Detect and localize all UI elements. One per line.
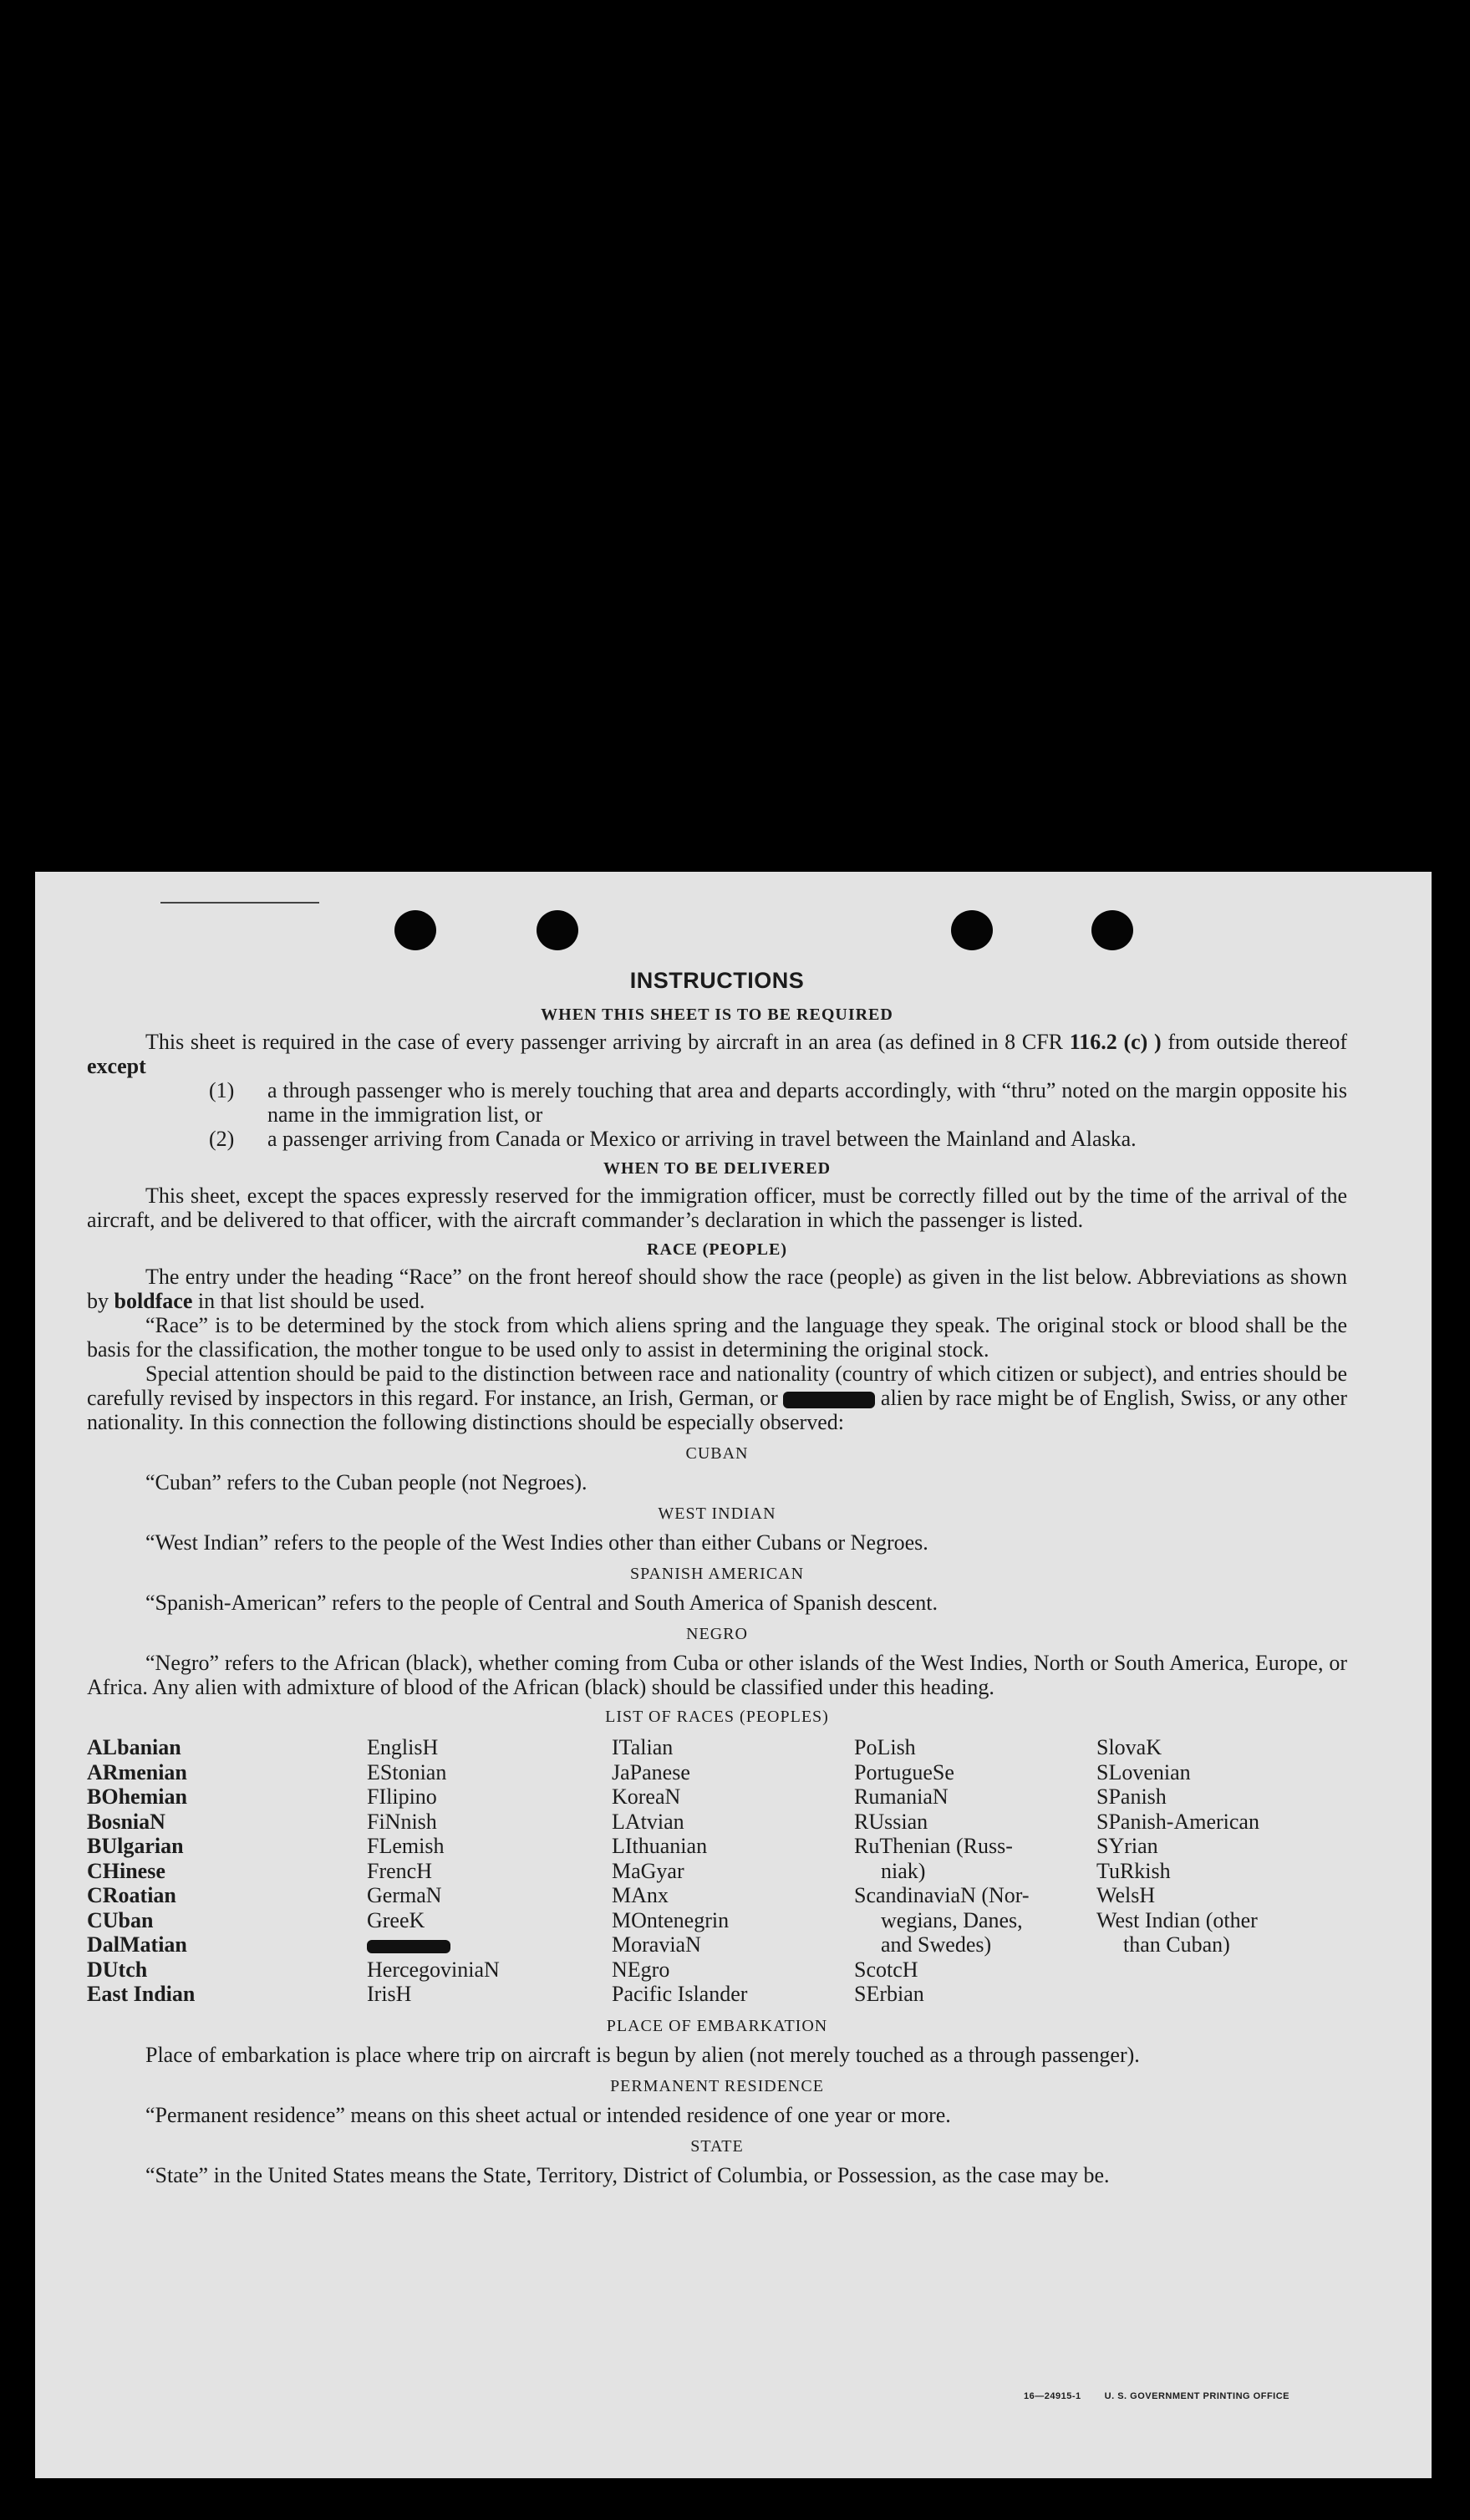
race-entry: EnglisH xyxy=(367,1735,439,1759)
race-entry: SPanish-American xyxy=(1096,1809,1259,1834)
race-entry: FrencH xyxy=(367,1858,432,1883)
race-entry: PoLish xyxy=(854,1735,916,1759)
race-entry-continued: and Swedes) xyxy=(881,1932,992,1957)
page-title: INSTRUCTIONS xyxy=(629,968,805,993)
punch-hole xyxy=(951,910,993,950)
race-entry: HercegoviniaN xyxy=(367,1957,500,1982)
race-entry-redacted xyxy=(367,1932,612,1957)
race-entry: FIlipino xyxy=(367,1784,437,1809)
race-entry: GreeK xyxy=(367,1907,425,1932)
races-column xyxy=(87,1735,367,2007)
race-entry: KoreaN xyxy=(612,1784,681,1809)
cuban-text: “Cuban” refers to the Cuban people (not Negroes). xyxy=(145,1470,587,1494)
race-entry: RUssian xyxy=(854,1809,928,1834)
heading-embarkation: PLACE OF EMBARKATION xyxy=(606,2016,828,2035)
race-entry: DalMatian xyxy=(87,1932,187,1957)
heading-west-indian: WEST INDIAN xyxy=(658,1504,776,1523)
exception-item: (2) a passenger arriving from Canada or Mexico or arriving in travel between the Mainland and Alaska. xyxy=(209,1127,1137,1151)
race-entry: ARmenian xyxy=(87,1759,187,1784)
form-number: 16—24915-1 xyxy=(1024,2391,1081,2401)
race-entry: East Indian xyxy=(87,1982,196,2006)
race-entry: JaPanese xyxy=(612,1759,690,1784)
races-list xyxy=(87,1735,1347,2007)
race-entry: West Indian (other xyxy=(1096,1907,1258,1932)
printer-imprint xyxy=(1024,2391,1289,2401)
race-entry-continued: wegians, Danes, xyxy=(881,1907,1023,1932)
punch-hole xyxy=(394,910,436,950)
race-entry: FLemish xyxy=(367,1834,445,1858)
heading-spanish-american: SPANISH AMERICAN xyxy=(629,1565,805,1583)
race-entry-continued: niak) xyxy=(881,1858,926,1883)
negro-text: “Negro” refers to the African (black), whether coming from Cuba or other islands of the West Indies, North or South America, Europe, or Africa. Any alien with admixture of blood of the African (black) should be classified under this heading. xyxy=(87,1651,1347,1699)
printer-name: U. S. GOVERNMENT PRINTING OFFICE xyxy=(1104,2391,1289,2401)
race-entry: Pacific Islander xyxy=(612,1982,748,2006)
race-entry: MOntenegrin xyxy=(612,1907,730,1932)
race-entry: GermaN xyxy=(367,1883,442,1907)
race-entry: ALbanian xyxy=(87,1735,181,1759)
race-entry: ScotcH xyxy=(854,1957,918,1982)
exception-item: (1) a through passenger who is merely touching that area and departs accordingly, with “thru” noted on the margin opposite his name in the immigration list, or xyxy=(209,1078,1347,1127)
race-entry: SPanish xyxy=(1096,1784,1167,1809)
race-entry: SLovenian xyxy=(1096,1759,1191,1784)
race-entry: CRoatian xyxy=(87,1883,176,1907)
race-entry: ScandinaviaN (Nor- xyxy=(854,1883,1030,1907)
race-entry: LIthuanian xyxy=(612,1834,708,1858)
race-entry: CHinese xyxy=(87,1858,165,1883)
race-entry: PortugueSe xyxy=(854,1759,954,1784)
races-column xyxy=(367,1735,612,2007)
race-entry: ITalian xyxy=(612,1735,674,1759)
heading-cuban: CUBAN xyxy=(685,1444,749,1463)
residence-text: “Permanent residence” means on this sheet actual or intended residence of one year or more. xyxy=(145,2102,951,2127)
races-column xyxy=(1096,1735,1347,2007)
state-text: “State” in the United States means the State, Territory, District of Columbia, or Possession, as the case may be. xyxy=(145,2162,1110,2187)
instruction-sheet xyxy=(35,872,1432,2478)
race-entry: BUlgarian xyxy=(87,1834,184,1858)
race-entry: WelsH xyxy=(1096,1883,1156,1907)
race-entry: SErbian xyxy=(854,1982,924,2006)
heading-list-of-races: LIST OF RACES (PEOPLES) xyxy=(605,1708,829,1726)
race-entry: CUban xyxy=(87,1907,154,1932)
heading-negro: NEGRO xyxy=(686,1625,748,1643)
race-entry: RuThenian (Russ- xyxy=(854,1834,1013,1858)
heading-state: STATE xyxy=(690,2136,744,2156)
heading-permanent-residence: PERMANENT RESIDENCE xyxy=(610,2076,824,2095)
race-paragraph-1: The entry under the heading “Race” on the front hereof should show the race (people) as given in the list below. Abbreviations as shown by boldface in that list should be used. xyxy=(87,1265,1347,1313)
punch-hole xyxy=(537,910,578,950)
race-paragraph-3: Special attention should be paid to the distinction between race and nationality (country of which citizen or subject), and entries should be carefully revised by inspectors in this regard. For instance, an Irish, German, or alien by race might be of English, Swiss, or any other nationality. In this connection the following distinctions should be especially observed: xyxy=(87,1362,1347,1434)
race-entry: RumaniaN xyxy=(854,1784,949,1809)
race-entry: FiNnish xyxy=(367,1809,437,1834)
races-column xyxy=(612,1735,854,2007)
when-required-intro: This sheet is required in the case of every passenger arriving by aircraft in an area (as defined in 8 CFR 116.2 (c) ) from outside thereof except xyxy=(87,1030,1347,1078)
race-entry: DUtch xyxy=(87,1957,148,1982)
redaction-mark xyxy=(783,1392,875,1408)
race-entry: MoraviaN xyxy=(612,1932,701,1957)
heading-when-delivered: WHEN TO BE DELIVERED xyxy=(603,1159,832,1178)
when-delivered-text: This sheet, except the spaces expressly reserved for the immigration officer, must be correctly filled out by the time of the arrival of the aircraft, and be delivered to that officer, with the aircraft commander’s declaration in which the passenger is listed. xyxy=(87,1184,1347,1232)
spanish-american-text: “Spanish-American” refers to the people of Central and South America of Spanish descent. xyxy=(145,1591,938,1615)
redaction-mark xyxy=(367,1940,450,1953)
race-entry: SYrian xyxy=(1096,1834,1158,1858)
race-entry: EStonian xyxy=(367,1759,447,1784)
race-entry: NEgro xyxy=(612,1957,670,1982)
embarkation-text: Place of embarkation is place where trip on aircraft is begun by alien (not merely touched as a through passenger). xyxy=(145,2042,1140,2067)
race-entry-continued: than Cuban) xyxy=(1123,1932,1230,1957)
west-indian-text: “West Indian” refers to the people of the West Indies other than either Cubans or Negroes. xyxy=(145,1530,928,1555)
race-entry: LAtvian xyxy=(612,1809,684,1834)
document-body xyxy=(87,968,1347,2187)
race-entry: MAnx xyxy=(612,1883,669,1907)
race-entry: TuRkish xyxy=(1096,1858,1171,1883)
top-edge-mark xyxy=(160,902,319,904)
race-paragraph-2: “Race” is to be determined by the stock from which aliens spring and the language they speak. The original stock or blood shall be the basis for the classification, the mother tongue to be used only to assist in determining the original stock. xyxy=(87,1313,1347,1362)
race-entry: BOhemian xyxy=(87,1784,187,1809)
races-column xyxy=(854,1735,1096,2007)
race-entry: IrisH xyxy=(367,1982,412,2006)
race-entry: SlovaK xyxy=(1096,1735,1162,1759)
heading-when-required: WHEN THIS SHEET IS TO BE REQUIRED xyxy=(541,1005,893,1024)
punch-hole xyxy=(1091,910,1133,950)
heading-race: RACE (PEOPLE) xyxy=(647,1240,787,1259)
race-entry: MaGyar xyxy=(612,1858,684,1883)
race-entry: BosniaN xyxy=(87,1809,165,1834)
